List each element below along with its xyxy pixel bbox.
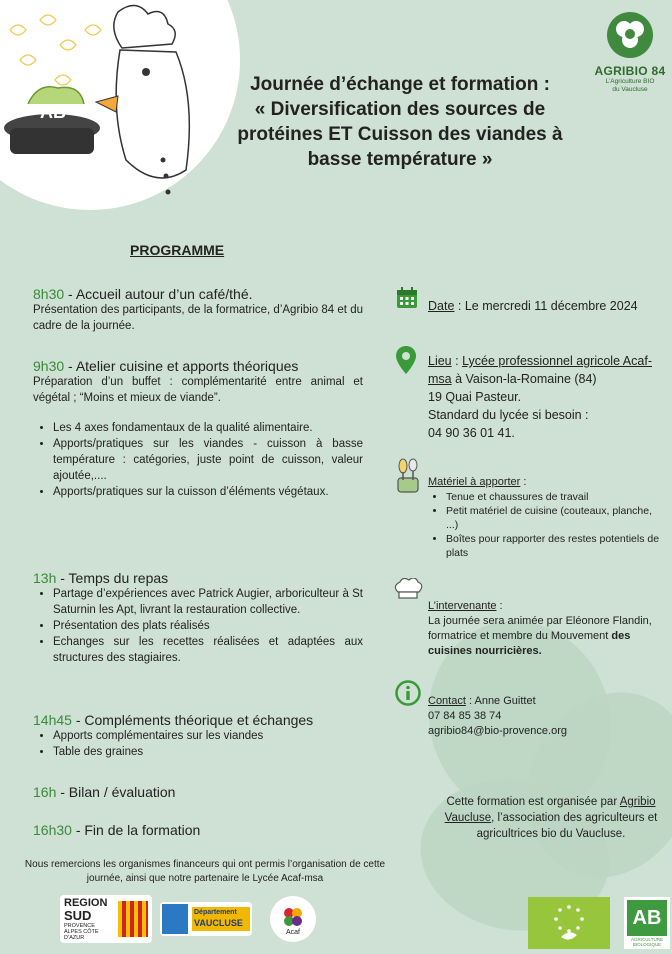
region-sud-logo [60,895,152,943]
schedule-title: - Atelier cuisine et apports théoriques [64,358,299,374]
pasta-doodles [10,15,101,85]
trainer-organisation: des cuisines nourricières. [428,630,631,657]
location-standard: Standard du lycée si besoin : [428,408,589,422]
calendar-icon [395,286,419,310]
thanks-note: Nous remercions les organismes financeurs qui ont permis l’organisation de cette journée, ainsi que notre partenaire le Lycée Acaf-msa [24,859,386,884]
chef-hat [114,5,175,48]
acaf-logo-text: Acaf [286,929,301,936]
department-logo-text: VAUCLUSE [194,918,243,928]
title-line: basse température » [307,149,493,170]
title-line: « Diversification des sources de [254,99,546,120]
schedule-time: 9h30 [33,358,65,374]
agribio-logo [590,12,670,94]
equipment-block: Matériel à apporter : • Tenue et chaussures de travail • Petit matériel de cuisine (couteaux, planche, ...) • Boîtes pour rapporter des restes potentiels de plats [428,475,663,560]
schedule-item [33,784,363,800]
date-value: : Le mercredi 11 décembre 2024 [454,299,638,313]
schedule-time: 16h [33,784,57,800]
schedule-title: - Compléments théorique et échanges [71,712,314,728]
chef-hat-icon [393,578,423,600]
title-line: Journée d’échange et formation : [250,74,550,95]
schedule-time: 14h45 [33,712,72,728]
vaucluse-emblem-icon [162,904,188,934]
equipment-label: Matériel à apporter [428,476,521,488]
chicken-beak [96,96,118,112]
ab-logo-caption: AGRICULTURE BIOLOGIQUE [631,937,663,947]
trainer-block: L’intervenante : La journée sera animée par Eléonore Flandin, formatrice et membre du Mouvement des cuisines nourricières. [428,600,652,657]
schedule-text: Préparation d’un buffet : complémentarité entre animal et végétal ; “Moins et mieux de viande”. [33,376,363,404]
schedule-item [33,570,363,666]
list-item: • Présentation des plats réalisés [53,618,363,634]
schedule-time: 13h [33,570,57,586]
chicken-body [116,50,189,178]
schedule-list [33,420,363,500]
schedule-list [33,728,363,760]
schedule-item [33,822,363,838]
chef-chicken-illustration [0,0,215,215]
list-item: • Table des graines [53,744,363,760]
info-icon [395,680,421,706]
region-flag-icon [118,901,148,937]
list-item: • Echanges sur les recettes réalisées et adaptées aux structures des stagiaires. [53,634,363,666]
contact-email[interactable]: agribio84@bio-provence.org [428,725,567,737]
location-pin-icon [396,346,416,374]
trainer-text: La journée sera animée par Eléonore Flandin, formatrice et membre du Mouvement [428,615,652,642]
location-city: à Vaison-la-Romaine (84) [451,372,597,386]
list-item: • Apports/pratiques sur la cuisson d’éléments végétaux. [53,484,363,500]
location-address: 19 Quai Pasteur. [428,390,522,404]
logo-subtitle: du Vaucluse [612,86,648,93]
trainer-label: L’intervenante [428,600,497,612]
date-block [428,297,658,315]
contact-label: Contact [428,695,466,707]
eu-organic-logo [528,897,610,949]
acaf-msa-logo [270,896,316,942]
location-place: Lycée professionnel agricole Acaf-msa [428,354,652,386]
list-item: • Boîtes pour rapporter des restes potentiels de plats [446,532,663,560]
ab-logo-text: AB [627,900,667,936]
location-phone: 04 90 36 01 41. [428,426,515,440]
schedule-item [33,712,363,760]
ab-label: AB [40,102,66,122]
ab-organic-logo [624,897,670,949]
list-item: • Petit matériel de cuisine (couteaux, planche, ...) [446,504,663,532]
location-block: Lieu : Lycée professionnel agricole Acaf-msa à Vaison-la-Romaine (84) 19 Quai Pasteur. Standard du lycée si besoin : 04 90 36 01 41. [428,354,652,440]
list-item: • Les 4 axes fondamentaux de la qualité alimentaire. [53,420,363,436]
date-label: Date [428,299,455,313]
contact-block [428,694,668,739]
schedule-item [33,286,363,334]
schedule-title: - Bilan / évaluation [56,784,176,800]
organisation-text: Cette formation est organisée par [446,796,620,808]
clover-logo-icon [607,12,653,58]
list-item: • Tenue et chaussures de travail [446,490,663,504]
list-item: • Apports complémentaires sur les viandes [53,728,363,744]
logo-subtitle: L’Agriculture BIO [605,78,655,85]
schedule-text: Présentation des participants, de la formatrice, d’Agribio 84 et du cadre de la journée. [33,304,363,332]
schedule-item [33,358,363,500]
contact-phone: 07 84 85 38 74 [428,710,502,722]
schedule-time: 8h30 [33,286,65,302]
contact-name: : Anne Guittet [465,695,536,707]
programme-heading: PROGRAMME [130,242,225,258]
region-logo-text: REGION [64,897,108,909]
schedule-list [33,586,363,666]
chicken-eye [142,68,150,76]
title-line: protéines ET Cuisson des viandes à [237,124,563,145]
vaucluse-department-logo [160,902,252,936]
logo-brand: AGRIBIO 84 [594,64,666,78]
kitchen-utensils-icon [392,458,424,494]
organisation-text: , l’association des agriculteurs et agricultrices bio du Vaucluse. [476,812,658,840]
organisation-note [440,794,662,842]
page-title [215,72,585,172]
schedule-title: - Accueil autour d’un café/thé. [64,286,253,302]
schedule-title: - Temps du repas [56,570,169,586]
list-item: • Apports/pratiques sur les viandes - cuisson à basse température : catégories, juste point de cuisson, valeur ajoutée,.... [53,436,363,484]
schedule-time: 16h30 [33,822,72,838]
region-logo-text: SUD [64,908,92,923]
location-label: Lieu [428,354,452,368]
equipment-list [428,490,663,560]
organisation-link[interactable]: Agribio Vaucluse [444,796,656,824]
region-logo-subtext: PROVENCE ALPES CÔTE D’AZUR [64,923,99,941]
list-item: • Partage d’expériences avec Patrick Augier, arboriculteur à St Saturnin les Apt, livrant la restauration collective. [53,586,363,618]
schedule-title: - Fin de la formation [71,822,201,838]
department-logo-text: Département [194,909,237,916]
